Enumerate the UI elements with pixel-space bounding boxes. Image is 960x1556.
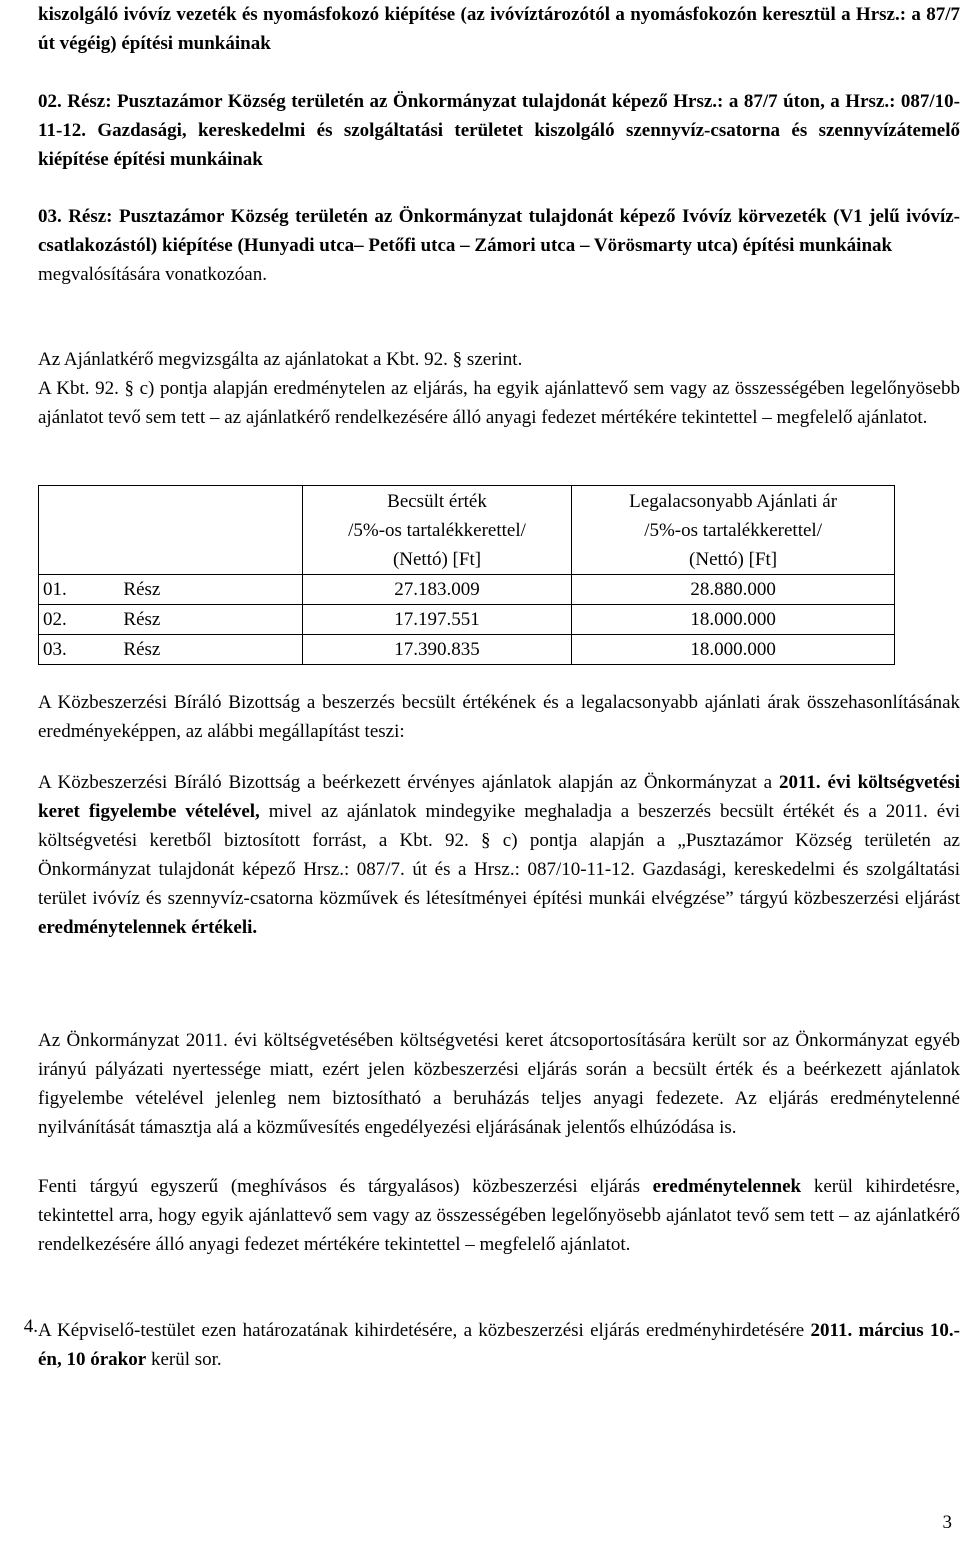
table-row bbox=[39, 635, 895, 665]
realization-text: megvalósítására vonatkozóan. bbox=[38, 264, 267, 285]
findings-p3 bbox=[38, 1026, 960, 1142]
p4-bold: eredménytelennek bbox=[652, 1176, 802, 1197]
page-number: 3 bbox=[942, 1512, 952, 1533]
findings-p1-text: A Közbeszerzési Bíráló Bizottság a beszerzés becsült értékének és a legalacsonyabb ajánlati árak összehasonlításának eredményeképpen, az alábbi megállapítást teszi: bbox=[38, 692, 960, 742]
part2-prefix: 02. Rész: Pusztazámor Község területén az Önkormányzat tulajdonát képező Hrsz.: a 87/7 úton, a Hrsz.: 087/10-11-12. bbox=[38, 91, 960, 141]
findings-p1 bbox=[38, 688, 960, 746]
row-num: 02. bbox=[39, 605, 118, 635]
estimate-table bbox=[38, 485, 895, 665]
assessment bbox=[38, 345, 960, 432]
row-lowest: 18.000.000 bbox=[572, 635, 895, 665]
assessment-line2: A Kbt. 92. § c) pontja alapján eredménytelen az eljárás, ha egyik ajánlattevő sem vagy az összességében legelőnyösebb ajánlatot tevő sem tett – az ajánlatkérő rendelkezésére álló anyagi fedezet mértékére tekintettel – megfelelő ajánlatot. bbox=[38, 378, 960, 428]
item4-bold: 2011. március 10.-én, 10 órakor bbox=[38, 1320, 960, 1370]
header-lowest-line3: (Nettó) [Ft] bbox=[689, 548, 778, 570]
header-estimated-line2: /5%-os tartalékkerettel/ bbox=[348, 519, 526, 541]
header-estimated bbox=[302, 486, 571, 575]
findings-p2 bbox=[38, 768, 960, 942]
header-lowest-line2: /5%-os tartalékkerettel/ bbox=[644, 519, 822, 541]
p4-b: kerül kihirdetésre, tekintettel arra, hogy egyik ajánlattevő sem vagy az összességében legelőnyösebb ajánlatot tevő sem tett – az ajánlatkérő rendelkezésére álló anyagi fedezet mértékére tekintettel – megfelelő ajánlatot. bbox=[38, 1176, 960, 1255]
part1-text: kiszolgáló ivóvíz vezeték és nyomásfokozó kiépítése (az ivóvíztározótól a nyomásfokozón keresztül a Hrsz.: a 87/7 út végéig) építési munkáinak bbox=[38, 4, 960, 54]
table-header-row bbox=[39, 486, 895, 575]
findings-p2-text bbox=[38, 768, 960, 942]
row-estimated: 17.197.551 bbox=[302, 605, 571, 635]
p4-a: Fenti tárgyú egyszerű (meghívásos és tárgyalásos) közbeszerzési eljárás bbox=[38, 1176, 653, 1197]
item4-a: A Képviselő-testület ezen határozatának kihirdetésére, a közbeszerzési eljárás eredményhirdetésére bbox=[38, 1320, 811, 1341]
item4-b: kerül sor. bbox=[146, 1349, 222, 1370]
table-row bbox=[39, 575, 895, 605]
item4-text bbox=[38, 1316, 960, 1374]
table-row bbox=[39, 605, 895, 635]
row-label: Rész bbox=[117, 575, 302, 605]
row-lowest: 28.880.000 bbox=[572, 575, 895, 605]
row-estimated: 27.183.009 bbox=[302, 575, 571, 605]
part2-text bbox=[38, 87, 960, 174]
findings-p4-text bbox=[38, 1172, 960, 1259]
p2-bold1: 2011. évi költségvetési keret figyelembe vételével, bbox=[38, 772, 960, 822]
row-label: Rész bbox=[117, 635, 302, 665]
header-lowest-line1: Legalacsonyabb Ajánlati ár bbox=[629, 490, 838, 512]
part3-text: 03. Rész: Pusztazámor Község területén az Önkormányzat tulajdonát képező Ivóvíz körvezeték (V1 jelű ivóvíz-csatlakozástól) kiépítése (Hunyadi utca– Petőfi utca – Zámori utca – Vörösmarty utca) építési munkáinak bbox=[38, 206, 960, 256]
header-estimated-line3: (Nettó) [Ft] bbox=[392, 548, 482, 570]
header-estimated-line1: Becsült érték bbox=[387, 490, 487, 512]
p2-a: A Közbeszerzési Bíráló Bizottság a beérkezett érvényes ajánlatok alapján az Önkormányzat a bbox=[38, 772, 779, 793]
item4-number: 4. bbox=[23, 1316, 38, 1337]
p2-b: mivel az ajánlatok mindegyike meghaladja a beszerzés becsült értékét és a 2011. évi költségvetési keretből biztosított forrást, a Kbt. 92. § c) pontja alapján a „Pusztazámor Község területén az Önkormányzat tulajdonát képező Hrsz.: 087/7. út és a Hrsz.: 087/10-11-12. Gazdasági, kereskedelmi és szolgáltatási terület ivóvíz és szennyvíz-csatorna közművek és létesítményei építési munkái elvégzése” tárgyú közbeszerzési eljárást bbox=[38, 801, 960, 909]
intro-part3 bbox=[38, 202, 960, 289]
intro-part2 bbox=[38, 87, 960, 174]
row-lowest: 18.000.000 bbox=[572, 605, 895, 635]
assessment-line1: Az Ajánlatkérő megvizsgálta az ajánlatokat a Kbt. 92. § szerint. bbox=[38, 349, 523, 370]
p2-bold2: eredménytelennek értékeli. bbox=[38, 917, 258, 938]
row-num: 03. bbox=[39, 635, 118, 665]
part2-bold: Gazdasági, kereskedelmi és szolgáltatási területet kiszolgáló szennyvíz-csatorna és szennyvízátemelő kiépítése építési munkáinak bbox=[38, 120, 960, 170]
item4-text-wrap bbox=[38, 1316, 960, 1374]
findings-p4 bbox=[38, 1172, 960, 1259]
header-lowest bbox=[572, 486, 895, 575]
table-header-empty bbox=[39, 486, 303, 575]
row-estimated: 17.390.835 bbox=[302, 635, 571, 665]
row-label: Rész bbox=[117, 605, 302, 635]
findings-p3-text: Az Önkormányzat 2011. évi költségvetésében költségvetési keret átcsoportosítására került sor az Önkormányzat egyéb irányú pályázati nyertessége miatt, ezért jelen közbeszerzési eljárás során a becsült érték és a beérkezett ajánlatok figyelembe vételével jelenleg nem biztosítható a beruházás teljes anyagi fedezete. Az eljárás eredménytelenné nyilvánítását támasztja alá a közművesítés engedélyezési eljárásának jelentős elhúzódása is. bbox=[38, 1030, 960, 1138]
row-num: 01. bbox=[39, 575, 118, 605]
intro-part1 bbox=[38, 0, 960, 58]
